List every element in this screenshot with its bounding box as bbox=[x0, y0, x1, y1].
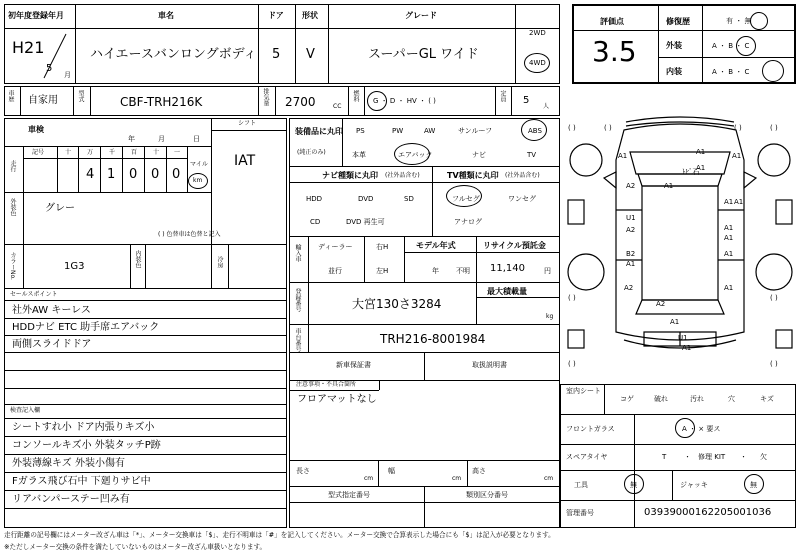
tools-label: 工具 bbox=[574, 481, 588, 489]
svg-text:A1: A1 bbox=[724, 224, 734, 232]
shift-value: IAT bbox=[234, 153, 256, 169]
repair-circle bbox=[750, 12, 768, 30]
svg-text:B2: B2 bbox=[626, 250, 636, 258]
interior-color-label: 内装色 bbox=[134, 250, 141, 268]
door-value: 5 bbox=[272, 47, 281, 62]
mileage-digit: 0 bbox=[172, 167, 181, 182]
tv-label: TV種類に丸印 bbox=[447, 171, 499, 180]
tv-sub: (社外品含む) bbox=[505, 172, 540, 179]
svg-text:A2: A2 bbox=[656, 300, 666, 308]
svg-text:( ): ( ) bbox=[568, 124, 576, 132]
max-load-kg: kg bbox=[546, 313, 554, 320]
footer-note: ※ただしメーター交換の条件を満たしていないものはメーター改ざん車扱いとなります。 bbox=[4, 543, 267, 551]
inspector-line: Fガラス飛び石中 下廻りサビ中 bbox=[12, 476, 151, 487]
rear-seat-item: コゲ bbox=[620, 395, 634, 403]
spare-item: T bbox=[662, 453, 667, 461]
svg-text:A1: A1 bbox=[696, 164, 706, 172]
grade-label: グレード bbox=[405, 11, 437, 20]
equip-airbag: エアバック bbox=[398, 151, 433, 159]
capacity-label: 定員 bbox=[499, 90, 506, 102]
import-label: 輸入車 bbox=[294, 244, 301, 262]
svg-text:A1: A1 bbox=[724, 284, 734, 292]
rear-seat-label: 室内シート bbox=[566, 387, 601, 395]
inspection-year: 年 bbox=[128, 135, 135, 143]
dim-width-label: 幅 bbox=[388, 467, 395, 475]
svg-text:A1: A1 bbox=[696, 148, 706, 156]
inspection-label: 車検 bbox=[28, 125, 44, 134]
navi-dvd-play: DVD 再生可 bbox=[346, 218, 385, 226]
model-year-unknown: 不明 bbox=[456, 267, 470, 275]
dim-height-unit: cm bbox=[544, 475, 554, 482]
exterior-circle bbox=[736, 36, 756, 56]
equip-pw: PW bbox=[392, 127, 404, 135]
navi-hdd: HDD bbox=[306, 195, 323, 203]
inspector-line: リアバンパーステー凹み有 bbox=[12, 494, 130, 505]
import-rh: 右H bbox=[376, 243, 389, 251]
max-load-label: 最大積載量 bbox=[487, 287, 527, 296]
displacement-value: 2700 bbox=[285, 95, 316, 109]
registration-value: 大宮130さ3284 bbox=[352, 297, 442, 311]
fullseg-circle bbox=[446, 185, 482, 207]
shape-label: 形状 bbox=[302, 11, 318, 20]
svg-text:( ): ( ) bbox=[770, 360, 778, 368]
reg-year-label: 初年度登録年月 bbox=[8, 11, 64, 20]
jack-label: ジャッキ bbox=[680, 481, 708, 489]
drive-4wd: 4WD bbox=[529, 59, 546, 67]
tv-oneseg: ワンセグ bbox=[508, 195, 536, 203]
equip-aw: AW bbox=[424, 127, 436, 135]
type-number-label: 型式指定番号 bbox=[328, 491, 370, 499]
model-year-label: モデル年式 bbox=[416, 241, 456, 250]
equip-tv: TV bbox=[527, 151, 537, 159]
svg-text:A2: A2 bbox=[626, 226, 636, 234]
color-value: グレー bbox=[45, 203, 75, 214]
exterior-label: 外装 bbox=[666, 41, 682, 50]
equip-leather: 本革 bbox=[352, 151, 366, 159]
interior-options: A ・ B ・ C bbox=[712, 68, 750, 76]
sales-points-label: セールスポイント bbox=[10, 291, 58, 298]
equip-abs: ABS bbox=[528, 127, 542, 135]
equip-ps: PS bbox=[356, 127, 365, 135]
equipment-label: 装備品に丸印 bbox=[295, 127, 343, 136]
inspection-month: 月 bbox=[158, 135, 165, 143]
sales-point-line: 社外AW キーレス bbox=[12, 305, 91, 316]
shift-label: シフト bbox=[238, 120, 257, 127]
door-label: ドア bbox=[268, 11, 284, 20]
svg-text:A2: A2 bbox=[626, 182, 636, 190]
svg-text:( ): ( ) bbox=[734, 124, 742, 132]
capacity-unit: 人 bbox=[543, 103, 550, 110]
mgmt-number-label: 管理番号 bbox=[566, 509, 594, 517]
cc-unit: CC bbox=[333, 103, 342, 110]
svg-text:( ): ( ) bbox=[770, 294, 778, 302]
navi-dvd: DVD bbox=[358, 195, 374, 203]
tools-circle bbox=[624, 474, 644, 494]
equip-sunroof: サンルーフ bbox=[458, 127, 493, 135]
rear-seat-item: キズ bbox=[760, 395, 774, 403]
vin-value: TRH216-8001984 bbox=[380, 332, 486, 346]
dim-height-label: 高さ bbox=[472, 467, 486, 475]
model-label: 型式 bbox=[77, 90, 84, 102]
ac-label: 冷房 bbox=[216, 256, 223, 268]
divider bbox=[4, 28, 560, 29]
svg-text:U1: U1 bbox=[678, 334, 688, 342]
km-circle bbox=[188, 173, 208, 189]
fuel-label: 燃料 bbox=[352, 90, 359, 102]
windshield-label: フロントガラス bbox=[566, 425, 615, 433]
svg-text:( ): ( ) bbox=[568, 360, 576, 368]
score-value: 3.5 bbox=[592, 35, 637, 68]
spare-item: 修理 KIT bbox=[698, 453, 726, 461]
svg-text:A1: A1 bbox=[664, 182, 674, 190]
svg-text:( ): ( ) bbox=[604, 124, 612, 132]
svg-text:( ): ( ) bbox=[568, 294, 576, 302]
svg-text:A1: A1 bbox=[670, 318, 680, 326]
equipment-sublabel: (純正のみ) bbox=[297, 149, 326, 156]
spare-item: ・ bbox=[684, 453, 691, 461]
displacement-label: 排気量 bbox=[262, 88, 269, 106]
import-dealer: ディーラー bbox=[318, 243, 353, 251]
score-label: 評価点 bbox=[600, 17, 624, 26]
inspector-line: シートすれ小 ドア内張りキズ小 bbox=[12, 422, 155, 433]
drive-selected-circle bbox=[524, 53, 550, 73]
mileage-header-sen: 千 bbox=[109, 149, 116, 156]
footer-note: 走行距離の記号欄にはメーター改ざん車は「*」、メーター交換車は「$」、走行不明車は「#」を記入してください。メーター交換で合算表示した場合にも「$」は記入が必要となります。 bbox=[4, 531, 555, 539]
rear-seat-item: 破れ bbox=[654, 395, 668, 403]
drive-2wd: 2WD bbox=[529, 29, 546, 37]
mgmt-number-value: 03939000162205001036 bbox=[644, 507, 772, 518]
dim-width-unit: cm bbox=[452, 475, 462, 482]
repair-label: 修復歴 bbox=[666, 17, 690, 26]
notes-label: 注意事項・不具合箇所 bbox=[296, 381, 357, 388]
km-unit: km bbox=[193, 177, 203, 184]
tv-fullseg: フルセグ bbox=[452, 195, 480, 203]
inspection-day: 日 bbox=[193, 135, 200, 143]
car-name: ハイエースバンロングボディ bbox=[90, 47, 257, 62]
spare-item: 欠 bbox=[760, 453, 767, 461]
grade-value: スーパーGL ワイド bbox=[368, 47, 479, 62]
tools-value: 無 bbox=[630, 481, 637, 489]
color-note: ( ) 色替車は色替と記入 bbox=[158, 231, 221, 238]
exterior-options: A ・ B ・ C bbox=[712, 42, 750, 50]
windshield-circle bbox=[675, 418, 695, 438]
interior-circle bbox=[762, 60, 784, 82]
spare-tire-label: スペアタイヤ bbox=[566, 453, 608, 461]
svg-text:U1: U1 bbox=[626, 214, 636, 222]
svg-text:A1: A1 bbox=[724, 250, 734, 258]
windshield-options: A ・ × 要ス bbox=[682, 425, 721, 433]
mileage-digit: 0 bbox=[151, 167, 160, 182]
recycle-value: 11,140 bbox=[490, 263, 525, 274]
import-lh: 左H bbox=[376, 267, 389, 275]
sales-point-line: HDDナビ ETC 助手席エアバック bbox=[12, 322, 160, 333]
capacity-value: 5 bbox=[523, 95, 530, 106]
recycle-label: リサイクル預託金 bbox=[483, 241, 546, 250]
dim-length-label: 長さ bbox=[296, 467, 310, 475]
shape-value: V bbox=[306, 47, 315, 62]
model-year-unit: 年 bbox=[432, 267, 439, 275]
repair-options: 有 ・ 無 bbox=[726, 17, 752, 25]
dim-length-unit: cm bbox=[364, 475, 374, 482]
inspector-label: 検査記入欄 bbox=[10, 407, 41, 414]
navi-cd: CD bbox=[310, 218, 321, 226]
spare-item: ・ bbox=[740, 453, 747, 461]
fuel-options: G ・ D ・ HV ・ ( ) bbox=[373, 97, 436, 105]
model-value: CBF-TRH216K bbox=[120, 95, 203, 109]
interior-label: 内装 bbox=[666, 67, 682, 76]
svg-text:A1: A1 bbox=[732, 152, 742, 160]
warranty-manual: 取扱説明書 bbox=[472, 361, 507, 369]
color-no-label: カラーNo. bbox=[9, 252, 16, 280]
reg-era: H21 bbox=[12, 38, 45, 57]
mileage-header-hyaku: 百 bbox=[131, 149, 138, 156]
color-no-value: 1G3 bbox=[64, 261, 85, 272]
svg-text:ﾄﾋﾞ石: ﾄﾋﾞ石 bbox=[682, 168, 700, 176]
mileage-header-10man: 十 bbox=[65, 149, 72, 156]
usage-label: 車歴 bbox=[7, 90, 14, 102]
jack-circle bbox=[744, 474, 764, 494]
svg-text:A1: A1 bbox=[618, 152, 628, 160]
color-label: 外装色 bbox=[9, 198, 16, 216]
jack-value: 無 bbox=[750, 481, 757, 489]
mileage-header-ichi: 一 bbox=[174, 149, 181, 156]
reg-month: 5 bbox=[46, 63, 53, 74]
month-unit: 月 bbox=[64, 71, 71, 79]
mileage-header-symbol: 記号 bbox=[32, 149, 45, 156]
abs-circle bbox=[521, 119, 547, 141]
equip-navi: ナビ bbox=[472, 151, 486, 159]
svg-text:A1: A1 bbox=[682, 344, 692, 352]
airbag-circle bbox=[394, 143, 433, 165]
fuel-circle bbox=[367, 91, 387, 111]
svg-text:A2: A2 bbox=[624, 284, 634, 292]
inspector-line: 外装薄線キズ 外装小傷有 bbox=[12, 458, 125, 469]
navi-label: ナビ種類に丸印 bbox=[322, 171, 378, 180]
rear-seat-item: 穴 bbox=[728, 395, 735, 403]
car-damage-diagram bbox=[564, 100, 796, 372]
navi-sd: SD bbox=[404, 195, 414, 203]
registration-label: 登録番号 bbox=[294, 288, 301, 312]
rear-seat-item: 汚れ bbox=[690, 395, 704, 403]
usage-value: 自家用 bbox=[28, 95, 58, 106]
sales-point-line: 両側スライドドア bbox=[12, 339, 92, 350]
mile-unit: マイル bbox=[190, 161, 208, 168]
mileage-header-man: 万 bbox=[87, 149, 94, 156]
recycle-yen: 円 bbox=[544, 267, 551, 275]
svg-text:A1: A1 bbox=[626, 260, 636, 268]
mileage-label: 走行 bbox=[9, 160, 16, 172]
notes-text: フロアマットなし bbox=[297, 394, 377, 405]
import-parallel: 並行 bbox=[328, 267, 342, 275]
mileage-header-juu: 十 bbox=[153, 149, 160, 156]
mileage-digit: 4 bbox=[86, 167, 95, 182]
svg-text:A1: A1 bbox=[724, 198, 734, 206]
svg-text:A1: A1 bbox=[724, 234, 734, 242]
car-name-label: 車名 bbox=[158, 11, 174, 20]
class-number-label: 類別区分番号 bbox=[466, 491, 508, 499]
warranty-new-car: 新車保証書 bbox=[336, 361, 371, 369]
mileage-digit: 0 bbox=[129, 167, 138, 182]
mileage-digit: 1 bbox=[107, 167, 116, 182]
row2 bbox=[4, 86, 560, 116]
inspector-line: コンソールキズ小 外装タッチP跡 bbox=[12, 440, 161, 451]
navi-sub: (社外品含む) bbox=[385, 172, 420, 179]
tv-analog: アナログ bbox=[454, 218, 482, 226]
svg-text:A1: A1 bbox=[734, 198, 744, 206]
svg-text:( ): ( ) bbox=[770, 124, 778, 132]
vin-label: 車台番号 bbox=[294, 328, 301, 352]
